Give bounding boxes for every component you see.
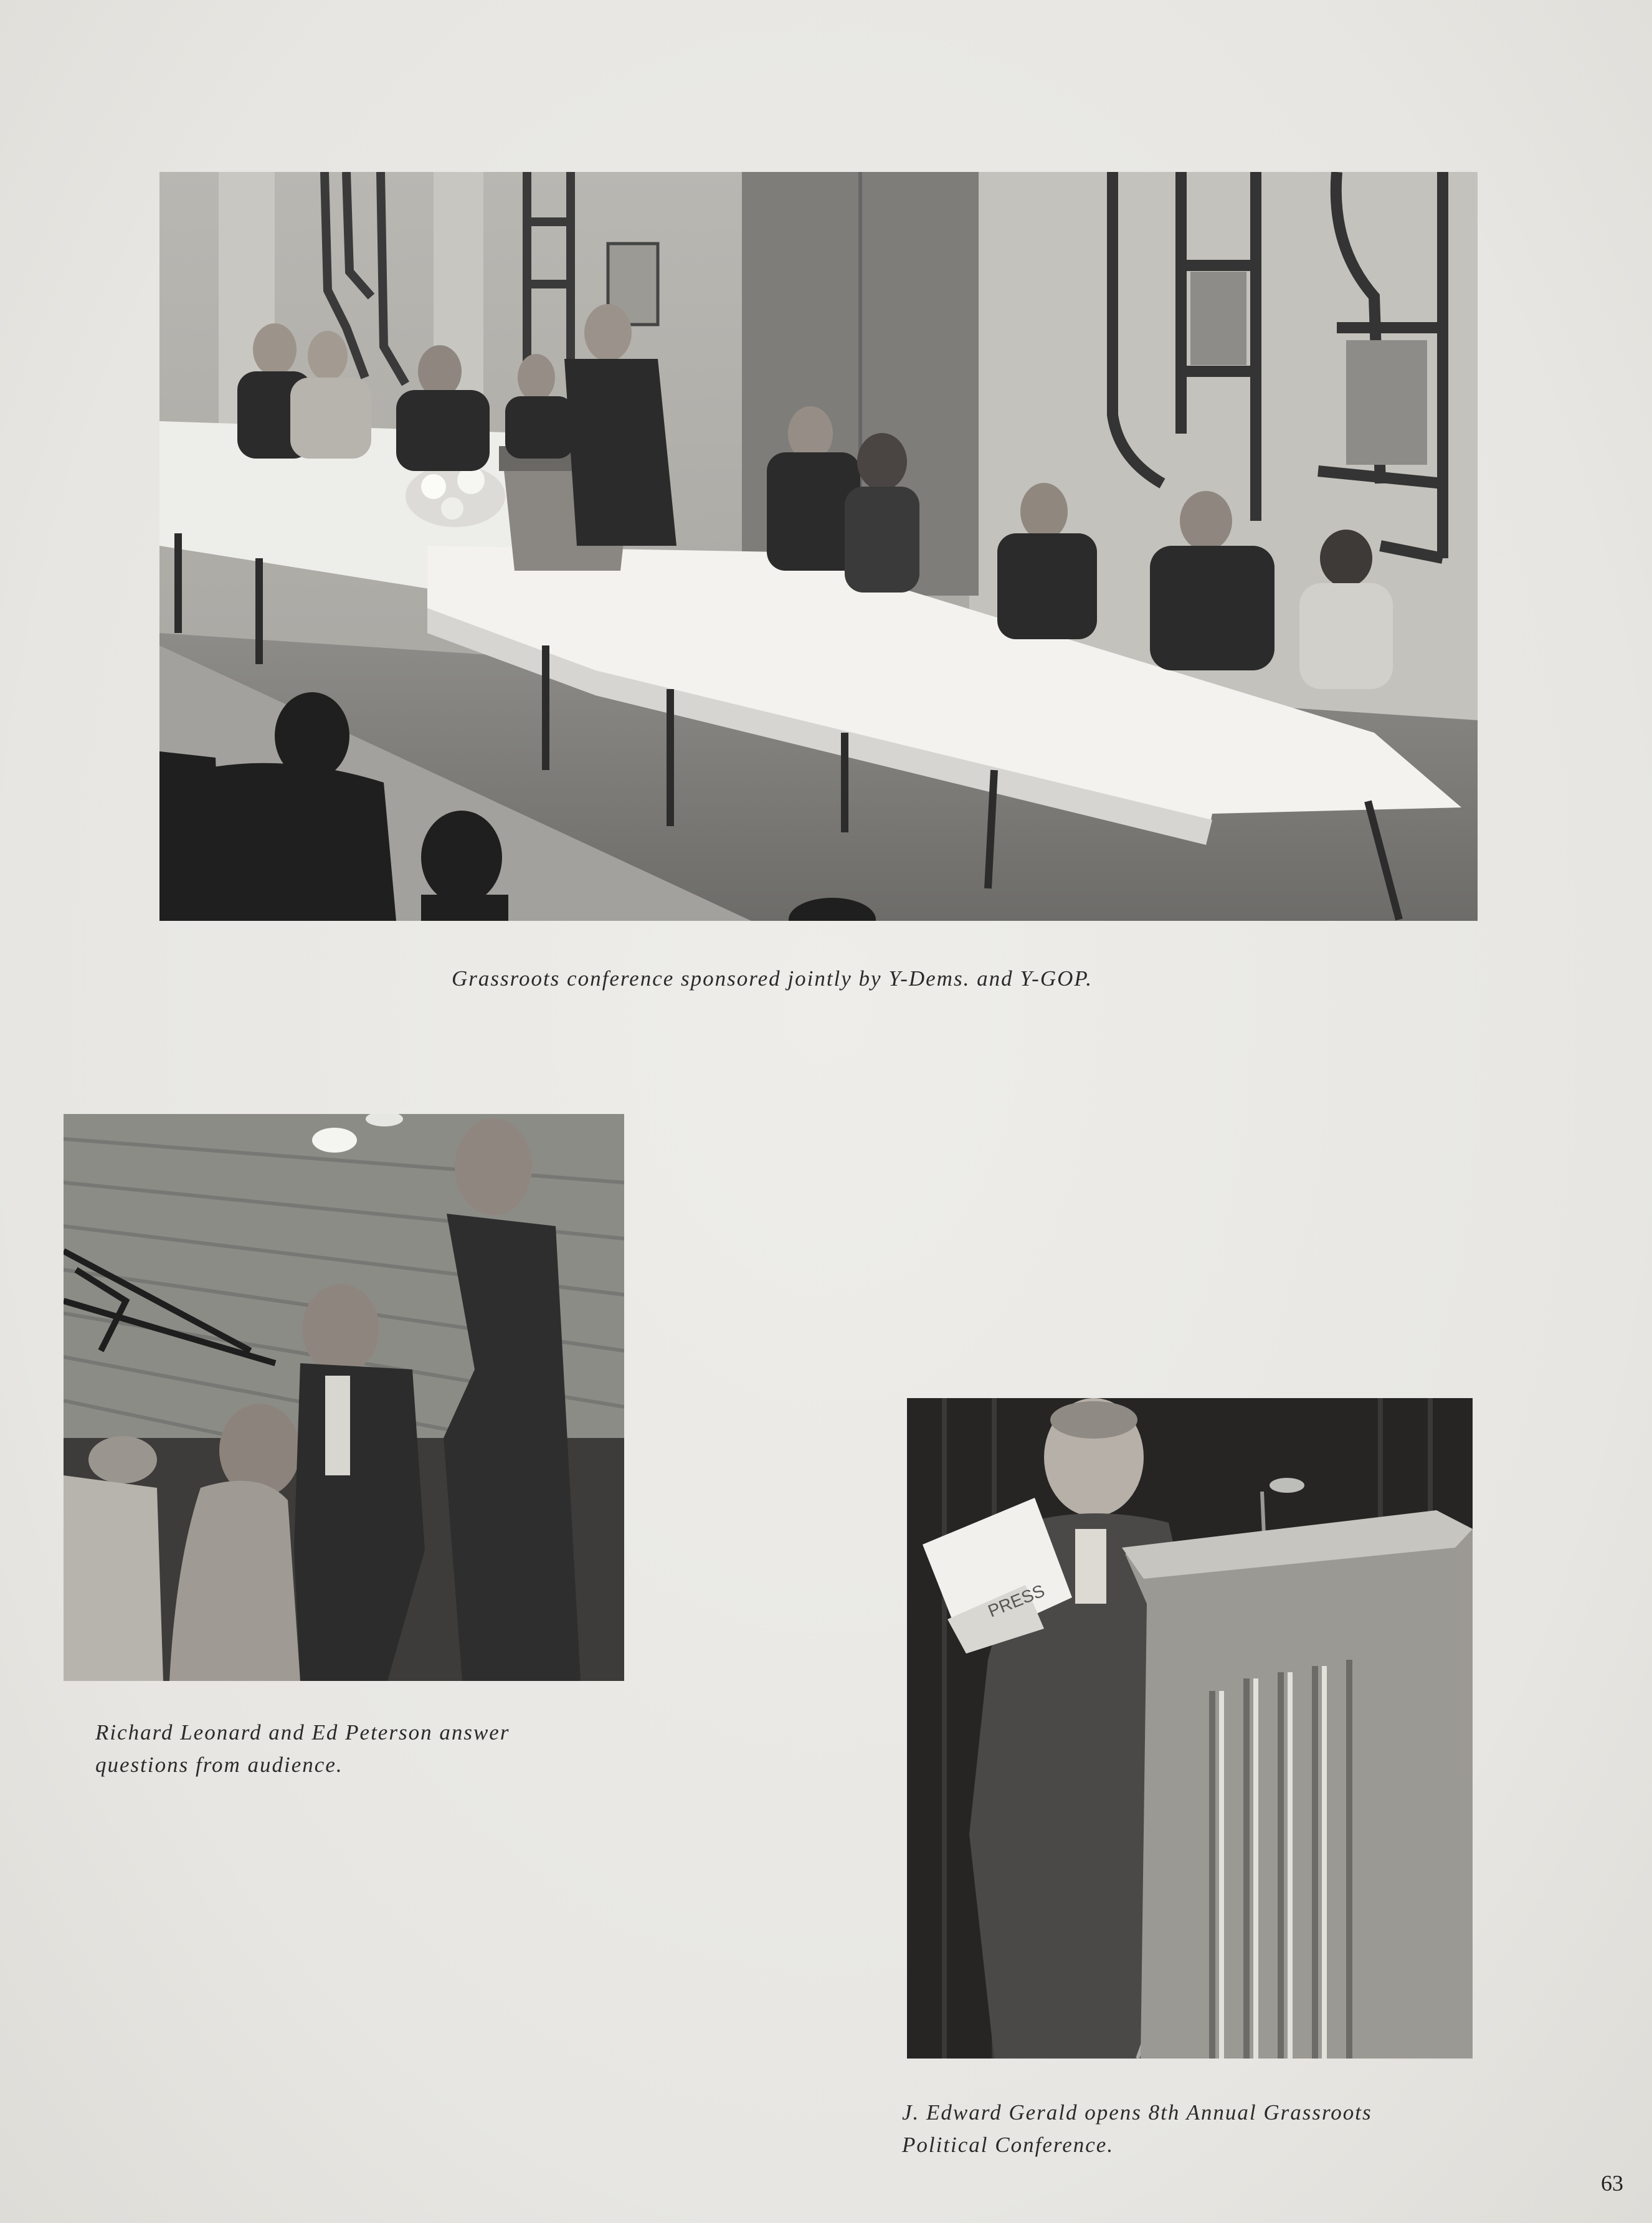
panel-discussion-image xyxy=(159,172,1478,921)
photo-gerald-podium xyxy=(907,1398,1473,2059)
caption-panel-discussion xyxy=(452,963,1093,995)
caption-gerald xyxy=(902,2097,1372,2161)
caption-gerald-line-2: Political Conference. xyxy=(902,2133,1114,2157)
caption-leonard-peterson-line-1: Richard Leonard and Ed Peterson answer xyxy=(95,1720,510,1745)
photo-panel-discussion xyxy=(159,172,1478,921)
caption-leonard-peterson-line-2: questions from audience. xyxy=(95,1753,343,1777)
leonard-peterson-image xyxy=(64,1114,624,1681)
gerald-podium-image xyxy=(907,1398,1473,2059)
photo-leonard-peterson xyxy=(64,1114,624,1681)
caption-gerald-line-1: J. Edward Gerald opens 8th Annual Grassroots xyxy=(902,2100,1372,2125)
caption-panel-discussion-text: Grassroots conference sponsored jointly by Y-Dems. and Y-GOP. xyxy=(452,966,1093,991)
page-number: 63 xyxy=(1601,2171,1623,2196)
caption-leonard-peterson xyxy=(95,1716,510,1781)
pamphlet-text: PRESS xyxy=(985,1581,1048,1621)
